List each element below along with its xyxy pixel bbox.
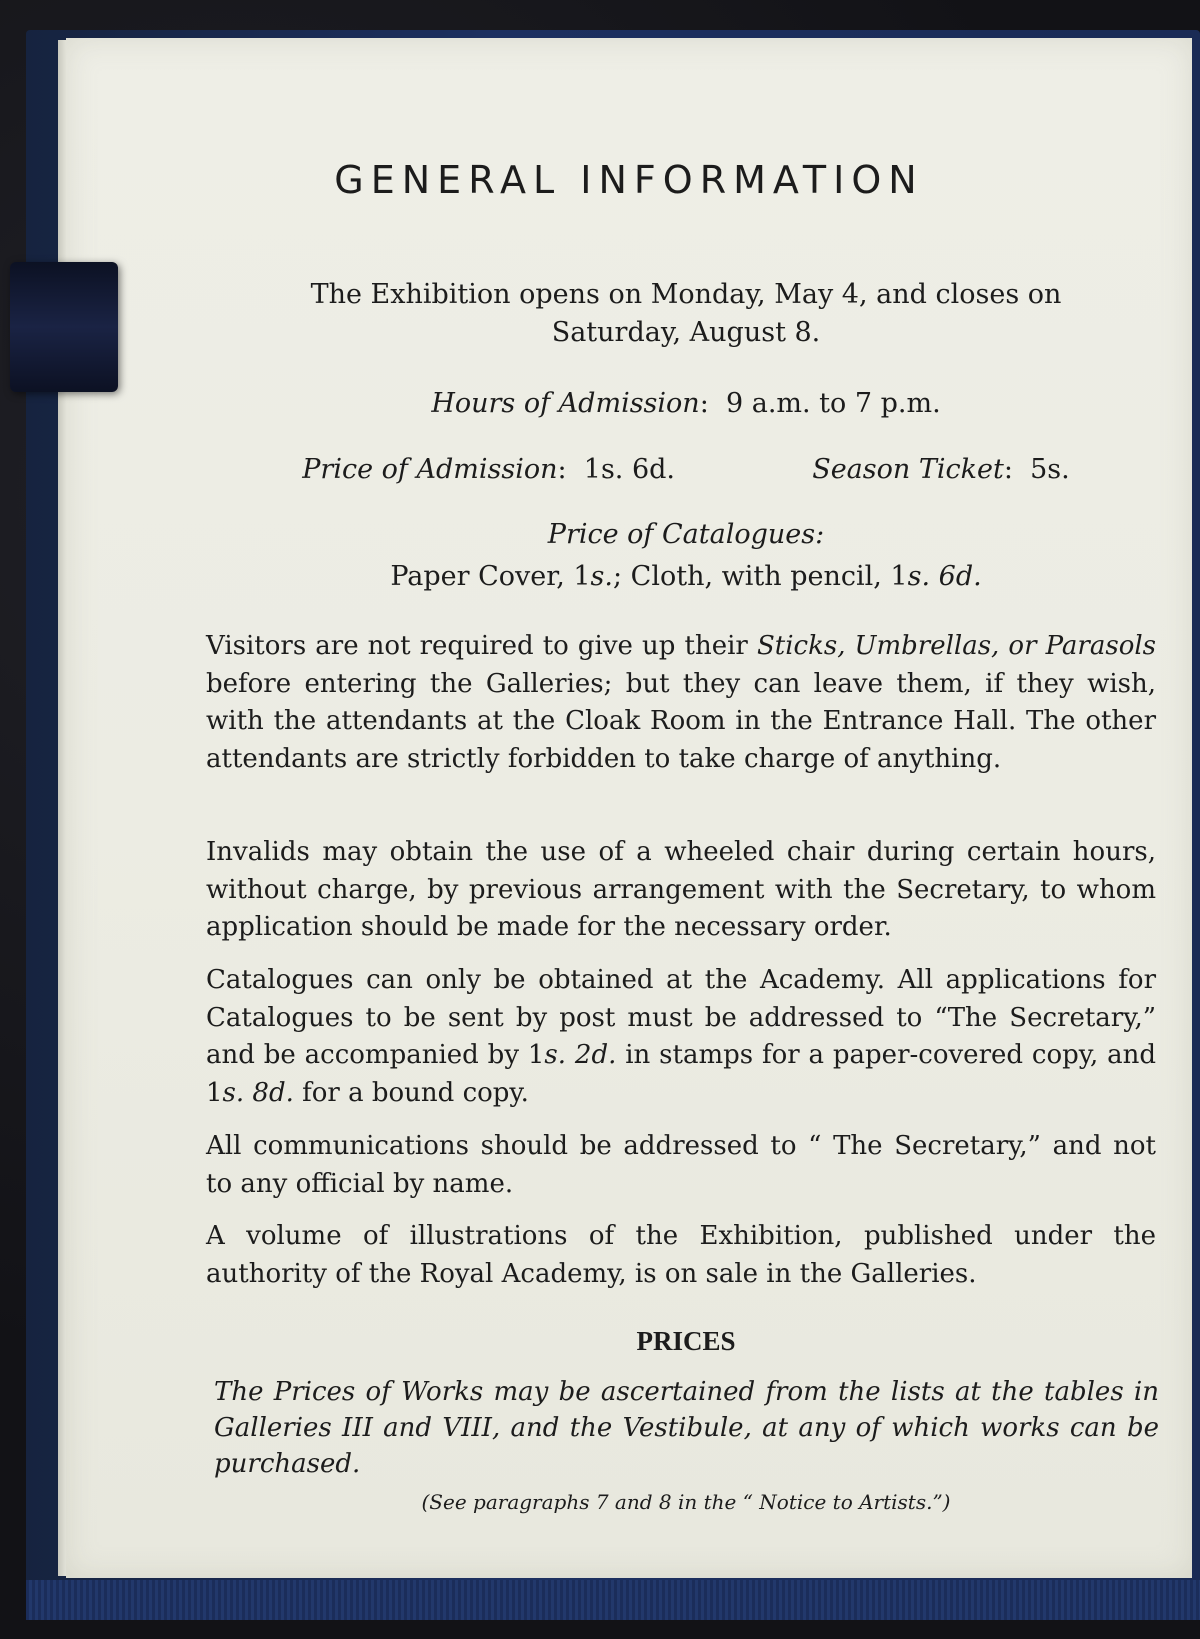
exhibition-dates [186,276,1186,352]
volume-paragraph: A volume of illustrations of the Exhibition, published under the authority of the Royal Academy, is on sale in the Galleries. [206,1221,1156,1289]
cloth-price: ; Cloth, with pencil, 1 [613,561,908,592]
catalogue-prices [186,558,1186,596]
catalogue-price-label: Price of Catalogues: [547,519,825,550]
catalogues-text-c: for a bound copy. [302,1077,529,1108]
hours-label: Hours of Admission [431,388,700,419]
visitors-text-a: Visitors are not required to give up their [206,631,748,661]
hours-of-admission: Hours of Admission: 9 a.m. to 7 p.m. [431,388,941,419]
paper-cover-price: Paper Cover, 1 [390,561,591,592]
communications-paragraph: All communications should be addressed to “ The Secretary,” and not to any official by name. [206,1131,1156,1199]
catalogues-text-b: in stamps for a paper-covered copy, and 1 [206,1040,1157,1108]
season-ticket-value: 5s. [1030,454,1070,485]
bookmark-ribbon [10,262,118,392]
hours-value: 9 a.m. to 7 p.m. [725,388,941,419]
season-ticket-label: Season Ticket [812,454,1004,485]
catalogues-paragraph [206,962,1156,1112]
invalids-paragraph: Invalids may obtain the use of a wheeled chair during certain hours, without charge, by previous arrangement with the Secretary, to whom application should be made for the necessary order. [206,837,1156,942]
catalogues-pence-2: 8d. [252,1077,294,1108]
page-content [66,38,1192,1578]
admission-price-value: 1s. 6d. [583,454,676,485]
prices-heading: PRICES [636,1326,736,1356]
catalogues-shilling-1: s. [544,1040,567,1070]
catalogues-pence-1: 2d. [574,1040,617,1070]
page-title: GENERAL INFORMATION [334,158,924,202]
catalogues-shilling-2: s. [222,1077,245,1108]
visitors-text-b: before entering the Galleries; but they can leave them, if they wish, with the attendants at the Cloak Room in the Entrance Hall. The other attendants are strictly forbidden to take charge of anything. [206,668,1156,774]
prices-paragraph: The Prices of Works may be ascertained from the lists at the tables in Galleries III and VIII, and the Vestibule, at any of which works can be purchased. [214,1377,1159,1479]
catalogue-page [66,38,1192,1578]
book-cover-edge [26,1580,1200,1620]
admission-prices: Price of Admission: 1s. 6d. Season Ticket: 5s. [302,454,1070,485]
notice-reference: (See paragraphs 7 and 8 in the “ Notice to Artists.”) [421,1490,951,1514]
admission-price-label: Price of Admission [302,454,558,485]
visitors-items: Sticks, Umbrellas, or Parasols [756,631,1157,661]
cloth-pence: 6d. [938,561,982,592]
visitors-paragraph [206,628,1156,778]
opening-line-1: The Exhibition opens on Monday, May 4, and closes on [310,279,1062,310]
catalogues-text-a: Catalogues can only be obtained at the Academy. All applications for Catalogues to be sent by post must be addressed to “The Secretary,” and be accompanied by 1 [206,965,1156,1070]
paper-cover-shilling: s. [590,561,613,592]
opening-line-2: Saturday, August 8. [551,317,821,348]
cloth-shilling: s. [907,561,931,592]
